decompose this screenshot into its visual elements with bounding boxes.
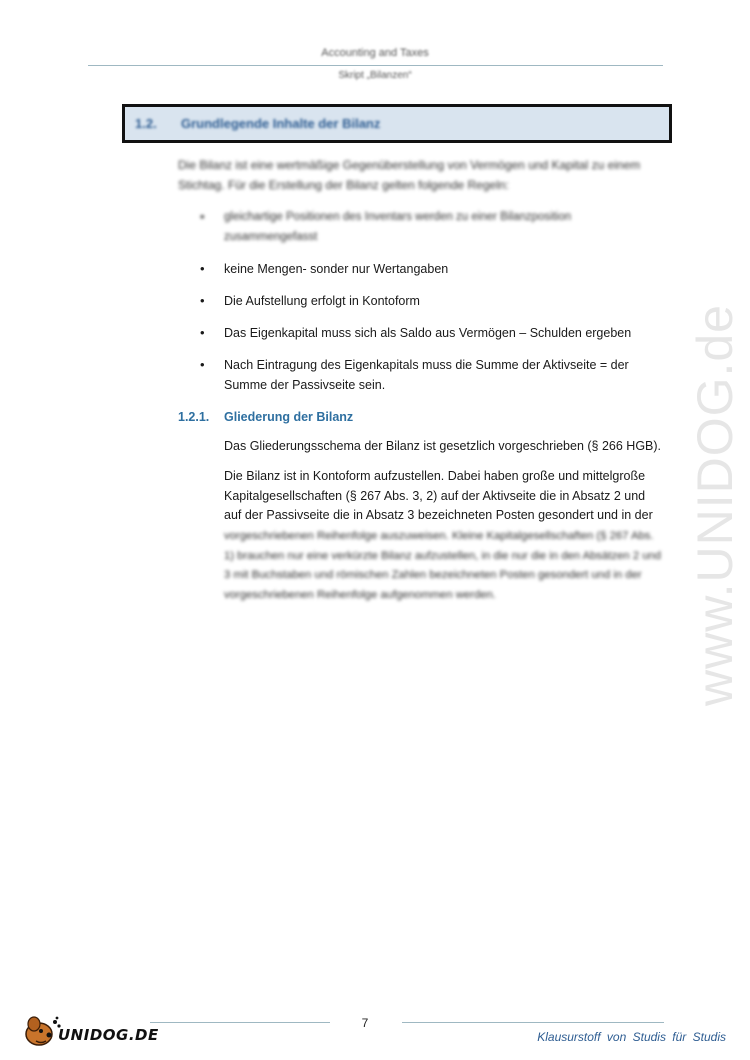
paragraph-kontoform-continued: vorgeschriebenen Reihenfolge auszuweisen. Kleine Kapitalgesellschaften (§ 267 Abs. 1) brauchen nur eine verkürzte Bilanz aufzustellen, in die nur die in den Absätzen 2 und 3 mit Buchstaben und römischen Zahlen bezeichneten Posten gesondert und in der vorgeschriebenen Reihenfolge aufgenommen werden. xyxy=(224,530,662,601)
list-item xyxy=(200,355,660,395)
bullet-icon: • xyxy=(200,357,205,372)
subsection-number: 1.2.1. xyxy=(178,410,210,424)
logo-text: UNIDOG.DE xyxy=(58,1026,159,1044)
footer-rule-left xyxy=(150,1022,330,1023)
page-number: 7 xyxy=(361,1016,369,1030)
section-heading-box xyxy=(122,104,672,143)
rules-list xyxy=(200,207,660,407)
list-item xyxy=(200,323,660,343)
section-number: 1.2. xyxy=(135,116,157,131)
subsection-heading xyxy=(178,410,353,424)
list-item-text: keine Mengen- sonder nur Wertangaben xyxy=(224,262,449,276)
paragraph-kontoform: Die Bilanz ist in Kontoform aufzustellen. Dabei haben große und mittelgroße Kapitalgesellschaften (§ 267 Abs. 3, 2) auf der Aktivseite die in Absatz 2 und auf der Passivseite die in Absatz 3 bezeichneten Posten gesondert und in der xyxy=(224,469,653,523)
footer-rule-right xyxy=(402,1022,664,1023)
paragraph-legal-basis: Das Gliederungsschema der Bilanz ist gesetzlich vorgeschrieben (§ 266 HGB). xyxy=(224,439,662,453)
list-item-text: Das Eigenkapital muss sich als Saldo aus Vermögen – Schulden ergeben xyxy=(224,326,632,340)
header-title: Accounting and Taxes xyxy=(321,47,429,59)
watermark-text: www.UNIDOG.de xyxy=(687,304,743,706)
bullet-icon: • xyxy=(200,293,205,308)
header-subtitle: Skript „Bilanzen“ xyxy=(338,70,412,81)
footer-tagline: Klausurstoff von Studis für Studis xyxy=(537,1030,726,1044)
bullet-icon: • xyxy=(200,261,205,276)
list-item-text: Die Aufstellung erfolgt in Kontoform xyxy=(224,294,420,308)
subsection-title: Gliederung der Bilanz xyxy=(224,410,354,424)
list-item-text: gleichartige Positionen des Inventars werden zu einer Bilanzposition zusammengefasst xyxy=(224,211,572,243)
header-rule xyxy=(88,65,663,66)
list-item xyxy=(200,259,660,279)
intro-paragraph: Die Bilanz ist eine wertmäßige Gegenüberstellung von Vermögen und Kapital zu einem Stichtag. Für die Erstellung der Bilanz gelten folgende Regeln: xyxy=(178,158,641,192)
list-item xyxy=(200,291,660,311)
list-item-text: Nach Eintragung des Eigenkapitals muss die Summe der Aktivseite = der Summe der Passivseite sein. xyxy=(224,358,629,392)
bullet-icon: • xyxy=(200,325,205,340)
section-title: Grundlegende Inhalte der Bilanz xyxy=(181,116,381,131)
bullet-icon: • xyxy=(200,209,205,224)
list-item xyxy=(200,207,660,247)
unidog-logo xyxy=(22,1012,162,1048)
dog-mascot-icon xyxy=(22,1012,62,1048)
